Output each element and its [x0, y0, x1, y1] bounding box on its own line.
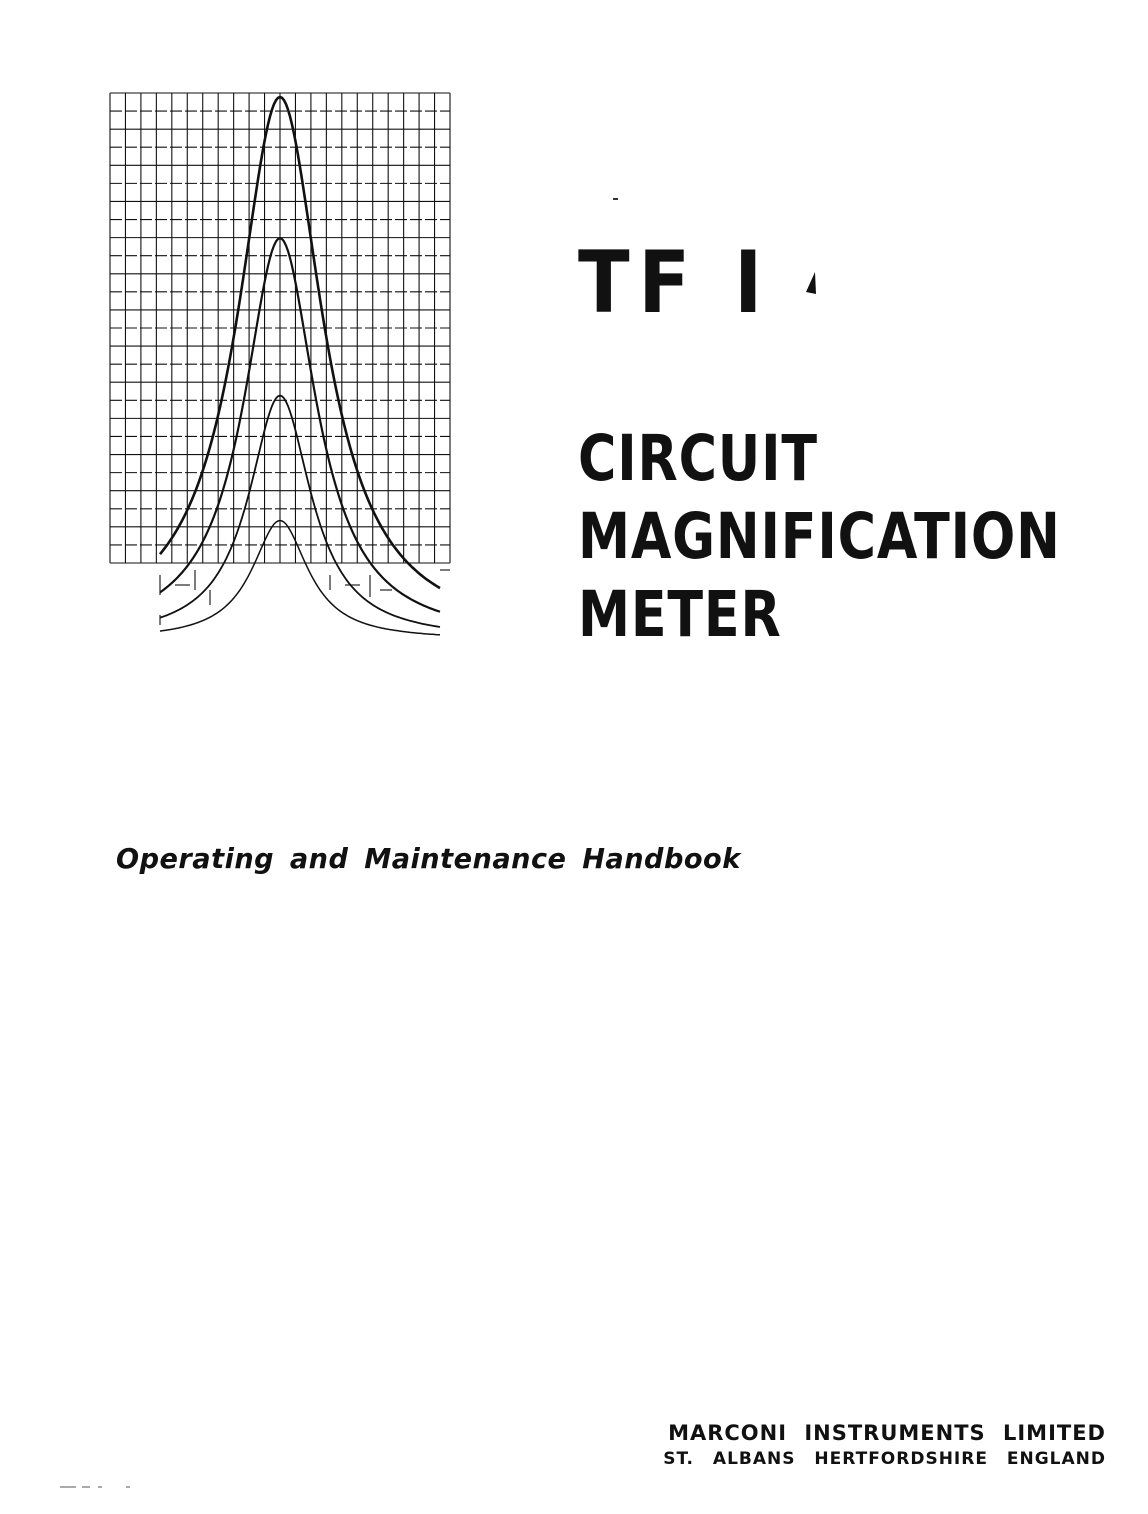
- graph-paper-grid: [110, 93, 450, 625]
- stray-print-dot: [613, 198, 618, 200]
- stray-print-mark: [806, 272, 816, 294]
- resonance-curve-2: [160, 238, 440, 612]
- resonance-curves-graphic: [100, 85, 460, 645]
- handbook-subtitle: Operating and Maintenance Handbook: [116, 842, 741, 875]
- product-title: [578, 420, 1061, 654]
- model-number: TF I: [578, 233, 772, 333]
- title-line-1: CIRCUIT: [578, 422, 818, 495]
- publisher-address: ST. ALBANS HERTFORDSHIRE ENGLAND: [663, 1449, 1106, 1469]
- resonance-curve-1: [160, 97, 440, 588]
- title-line-3: METER: [578, 578, 782, 651]
- title-line-2: MAGNIFICATION: [578, 500, 1061, 573]
- publisher-name: MARCONI INSTRUMENTS LIMITED: [668, 1421, 1106, 1445]
- publisher-block: [663, 1420, 1106, 1472]
- resonance-curves: [160, 97, 440, 635]
- corner-scan-mark: [60, 1485, 132, 1489]
